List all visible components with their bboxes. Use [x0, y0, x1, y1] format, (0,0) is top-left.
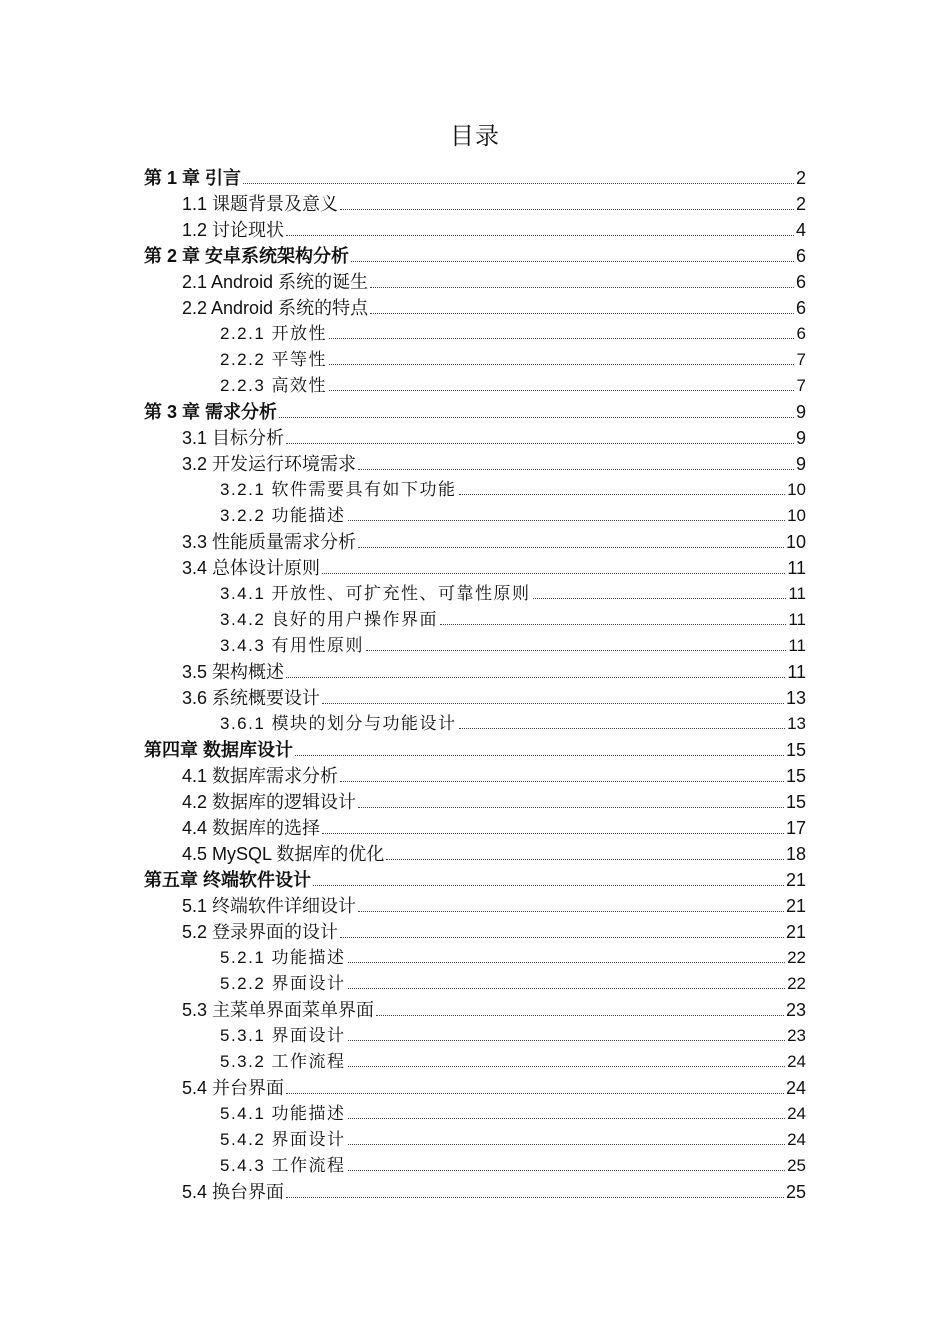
toc-entry-page-number: 9: [795, 454, 806, 474]
dot-leader: [322, 572, 785, 574]
toc-entry-label: 2.2 Android 系统的特点: [182, 298, 369, 318]
dot-leader: [358, 910, 784, 912]
toc-entry-page-number: 6: [795, 246, 806, 266]
toc-entry[interactable]: [144, 971, 806, 997]
toc-entry[interactable]: [144, 659, 806, 685]
toc-entry[interactable]: [144, 347, 806, 373]
toc-entry-page-number: 11: [788, 584, 806, 603]
toc-entry-label: 3.2.2 功能描述: [220, 506, 346, 525]
toc-entry[interactable]: [144, 217, 806, 243]
dot-leader: [348, 1039, 786, 1041]
toc-entry-page-number: 6: [795, 298, 806, 318]
dot-leader: [295, 754, 784, 756]
toc-entry[interactable]: [144, 1101, 806, 1127]
toc-entry[interactable]: [144, 581, 806, 607]
toc-entry-page-number: 2: [795, 168, 806, 188]
dot-leader: [329, 363, 794, 365]
toc-entry-page-number: 21: [785, 922, 806, 942]
toc-entry[interactable]: [144, 711, 806, 737]
toc-entry-label: 4.4 数据库的选择: [182, 818, 321, 838]
toc-entry-page-number: 15: [785, 766, 806, 786]
toc-entry-page-number: 15: [785, 792, 806, 812]
toc-entry[interactable]: [144, 295, 806, 321]
toc-entry-page-number: 4: [795, 220, 806, 240]
toc-entry-label: 5.3.1 界面设计: [220, 1026, 346, 1045]
toc-entry-label: 2.2.1 开放性: [220, 324, 328, 343]
dot-leader: [243, 182, 794, 184]
toc-entry[interactable]: [144, 737, 806, 763]
toc-entry[interactable]: [144, 633, 806, 659]
toc-entry-label: 第五章 终端软件设计: [144, 870, 312, 890]
toc-entry-label: 2.2.2 平等性: [220, 350, 328, 369]
toc-entry-label: 第 3 章 需求分析: [144, 402, 278, 422]
toc-entry-label: 3.4.1 开放性、可扩充性、可靠性原则: [220, 584, 531, 603]
toc-entry-label: 2.1 Android 系统的诞生: [182, 272, 369, 292]
toc-entry-page-number: 15: [785, 740, 806, 760]
toc-entry-page-number: 24: [787, 1052, 806, 1071]
dot-leader: [286, 676, 785, 678]
toc-entry[interactable]: [144, 529, 806, 555]
dot-leader: [370, 286, 794, 288]
toc-entry-label: 1.1 课题背景及意义: [182, 194, 339, 214]
toc-entry[interactable]: [144, 1179, 806, 1205]
toc-entry-label: 2.2.3 高效性: [220, 376, 328, 395]
toc-entry[interactable]: [144, 373, 806, 399]
toc-entry-label: 第 1 章 引言: [144, 168, 242, 188]
dot-leader: [386, 858, 784, 860]
toc-entry-page-number: 22: [787, 974, 806, 993]
dot-leader: [348, 1065, 786, 1067]
toc-entry[interactable]: [144, 321, 806, 347]
dot-leader: [366, 649, 786, 651]
dot-leader: [286, 1196, 784, 1198]
toc-entry[interactable]: [144, 841, 806, 867]
toc-entry-label: 1.2 讨论现状: [182, 220, 285, 240]
toc-entry-page-number: 9: [795, 428, 806, 448]
toc-entry-page-number: 24: [785, 1078, 806, 1098]
toc-entry-page-number: 2: [795, 194, 806, 214]
toc-entry-label: 第四章 数据库设计: [144, 740, 294, 760]
toc-entry-page-number: 6: [795, 272, 806, 292]
toc-entry[interactable]: [144, 425, 806, 451]
toc-entry-page-number: 23: [785, 1000, 806, 1020]
toc-entry-page-number: 6: [796, 324, 806, 343]
toc-entry-label: 5.4.3 工作流程: [220, 1156, 346, 1175]
toc-entry-label: 4.1 数据库需求分析: [182, 766, 339, 786]
toc-entry[interactable]: [144, 919, 806, 945]
toc-entry-page-number: 9: [795, 402, 806, 422]
dot-leader: [440, 623, 786, 625]
toc-entry-page-number: 13: [787, 714, 806, 733]
toc-entry-page-number: 24: [787, 1130, 806, 1149]
toc-entry-page-number: 24: [787, 1104, 806, 1123]
toc-entry[interactable]: [144, 893, 806, 919]
toc-entry-label: 5.2 登录界面的设计: [182, 922, 339, 942]
dot-leader: [340, 208, 794, 210]
toc-entry-page-number: 7: [796, 350, 806, 369]
toc-entry-label: 5.4.2 界面设计: [220, 1130, 346, 1149]
dot-leader: [348, 1143, 786, 1145]
toc-entry[interactable]: [144, 867, 806, 893]
toc-entry[interactable]: [144, 1049, 806, 1075]
dot-leader: [358, 546, 784, 548]
dot-leader: [459, 727, 786, 729]
dot-leader: [329, 389, 794, 391]
dot-leader: [279, 416, 794, 418]
toc-entry[interactable]: [144, 477, 806, 503]
dot-leader: [348, 987, 786, 989]
toc-entry[interactable]: [144, 503, 806, 529]
dot-leader: [358, 468, 794, 470]
dot-leader: [348, 1117, 786, 1119]
dot-leader: [351, 260, 794, 262]
toc-entry[interactable]: [144, 1075, 806, 1101]
toc-entry[interactable]: [144, 1153, 806, 1179]
toc-entry[interactable]: [144, 165, 806, 191]
toc-entry-page-number: 10: [787, 506, 806, 525]
toc-entry-page-number: 23: [787, 1026, 806, 1045]
toc-entry-page-number: 10: [785, 532, 806, 552]
toc-entry[interactable]: [144, 685, 806, 711]
toc-entry-label: 3.6 系统概要设计: [182, 688, 321, 708]
toc-entry-page-number: 25: [785, 1182, 806, 1202]
dot-leader: [286, 442, 794, 444]
dot-leader: [348, 961, 786, 963]
dot-leader: [329, 337, 794, 339]
dot-leader: [340, 936, 784, 938]
dot-leader: [340, 780, 784, 782]
toc-entry-page-number: 11: [787, 558, 806, 578]
toc-entry[interactable]: [144, 451, 806, 477]
dot-leader: [348, 1169, 786, 1171]
dot-leader: [459, 493, 786, 495]
toc-entry-label: 3.2 开发运行环境需求: [182, 454, 357, 474]
dot-leader: [286, 1092, 784, 1094]
toc-entry-page-number: 25: [787, 1156, 806, 1175]
toc-entry[interactable]: [144, 269, 806, 295]
toc-entry[interactable]: [144, 399, 806, 425]
toc-entry-page-number: 21: [785, 896, 806, 916]
toc-entry-page-number: 22: [787, 948, 806, 967]
toc-entry[interactable]: [144, 607, 806, 633]
toc-entry[interactable]: [144, 1023, 806, 1049]
dot-leader: [533, 597, 787, 599]
toc-entry-label: 3.6.1 模块的划分与功能设计: [220, 714, 457, 733]
dot-leader: [286, 234, 794, 236]
toc-entry[interactable]: [144, 1127, 806, 1153]
toc-entry-label: 3.1 目标分析: [182, 428, 285, 448]
toc-entry[interactable]: [144, 191, 806, 217]
dot-leader: [348, 519, 786, 521]
toc-entry-label: 3.2.1 软件需要具有如下功能: [220, 480, 457, 499]
toc-entry-page-number: 11: [788, 610, 806, 629]
toc-entry-label: 3.4.3 有用性原则: [220, 636, 365, 655]
toc-entry[interactable]: [144, 555, 806, 581]
toc-entry-label: 5.2.1 功能描述: [220, 948, 346, 967]
toc-entry[interactable]: [144, 243, 806, 269]
toc-entry-page-number: 13: [785, 688, 806, 708]
toc-entry-page-number: 7: [796, 376, 806, 395]
toc-entry-page-number: 18: [785, 844, 806, 864]
toc-entry-page-number: 11: [787, 662, 806, 682]
toc-entry-label: 5.4 并台界面: [182, 1078, 285, 1098]
toc-entry-label: 5.4.1 功能描述: [220, 1104, 346, 1123]
toc-entry[interactable]: [144, 815, 806, 841]
toc-entry-label: 5.3.2 工作流程: [220, 1052, 346, 1071]
toc-entry-label: 5.1 终端软件详细设计: [182, 896, 357, 916]
toc-entry[interactable]: [144, 997, 806, 1023]
toc-entry[interactable]: [144, 789, 806, 815]
toc-entry-label: 3.4.2 良好的用户操作界面: [220, 610, 439, 629]
toc-entry-label: 3.3 性能质量需求分析: [182, 532, 357, 552]
toc-entry-page-number: 17: [785, 818, 806, 838]
toc-entry-label: 4.5 MySQL 数据库的优化: [182, 844, 385, 864]
toc-entry-label: 5.4 换台界面: [182, 1182, 285, 1202]
dot-leader: [322, 702, 784, 704]
dot-leader: [358, 806, 784, 808]
toc-entry[interactable]: [144, 763, 806, 789]
toc-entry-label: 5.3 主菜单界面菜单界面: [182, 1000, 375, 1020]
toc-entry-label: 5.2.2 界面设计: [220, 974, 346, 993]
dot-leader: [376, 1014, 784, 1016]
dot-leader: [322, 832, 784, 834]
toc-entry-page-number: 21: [785, 870, 806, 890]
toc-entry-page-number: 11: [788, 636, 806, 655]
toc-entry-label: 3.5 架构概述: [182, 662, 285, 682]
table-of-contents: [144, 165, 806, 1205]
toc-title: 目录: [450, 123, 500, 150]
toc-entry-label: 第 2 章 安卓系统架构分析: [144, 246, 350, 266]
toc-entry[interactable]: [144, 945, 806, 971]
dot-leader: [370, 312, 794, 314]
toc-entry-label: 3.4 总体设计原则: [182, 558, 321, 578]
dot-leader: [313, 884, 784, 886]
toc-entry-page-number: 10: [787, 480, 806, 499]
toc-entry-label: 4.2 数据库的逻辑设计: [182, 792, 357, 812]
